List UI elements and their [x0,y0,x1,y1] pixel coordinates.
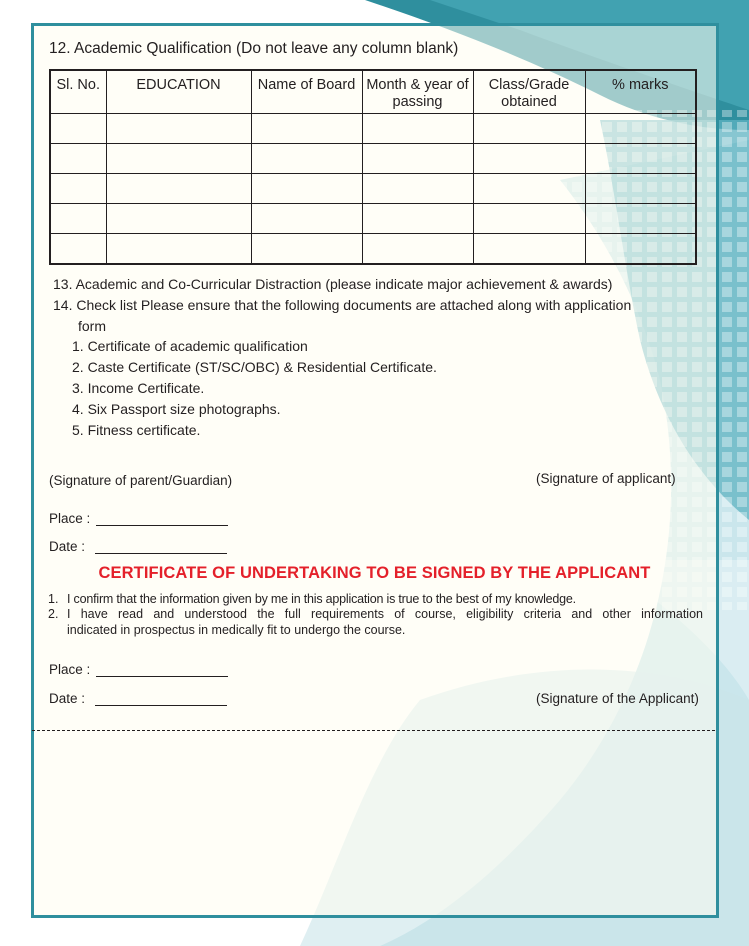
table-cell[interactable] [362,203,473,233]
date-label: Date : [49,539,86,554]
undertaking-point-2-continuation: indicated in prospectus in medically fit to undergo the course. [67,623,406,637]
place-field-2[interactable] [49,662,228,677]
column-header: Class/Grade obtained [473,70,585,113]
table-cell[interactable] [50,143,106,173]
table-cell[interactable] [50,203,106,233]
table-cell[interactable] [50,113,106,143]
table-cell[interactable] [50,173,106,203]
table-cell[interactable] [251,173,362,203]
place-label: Place : [49,511,91,526]
item-13: 13. Academic and Co-Curricular Distraction (please indicate major achievement & awards) [53,276,613,292]
checklist-item: 3. Income Certificate. [72,380,205,396]
table-cell[interactable] [585,173,696,203]
column-header: EDUCATION [106,70,251,113]
table-row [50,113,696,143]
table-cell[interactable] [251,203,362,233]
date-input-line[interactable] [95,541,227,554]
table-row [50,173,696,203]
date-label: Date : [49,691,86,706]
table-cell[interactable] [106,203,251,233]
place-field-1[interactable] [49,511,228,526]
item-14: 14. Check list Please ensure that the following documents are attached along with application [53,297,632,313]
academic-qualification-table [49,69,697,265]
checklist-item: 1. Certificate of academic qualification [72,338,308,354]
table-cell[interactable] [473,203,585,233]
date-input-line[interactable] [95,693,227,706]
table-cell[interactable] [585,233,696,264]
table-cell[interactable] [362,173,473,203]
checklist-item: 5. Fitness certificate. [72,422,201,438]
table-cell[interactable] [106,113,251,143]
undertaking-number: 1. [48,592,59,606]
date-field-1[interactable] [49,539,227,554]
undertaking-point-2: I have read and understood the full requirements of course, eligibility criteria and other information [67,607,703,621]
undertaking-number: 2. [48,607,59,621]
applicant-signature-label-2: (Signature of the Applicant) [536,691,699,706]
table-cell[interactable] [106,233,251,264]
table-cell[interactable] [473,233,585,264]
table-cell[interactable] [585,203,696,233]
table-cell[interactable] [251,233,362,264]
place-input-line[interactable] [96,513,228,526]
table-cell[interactable] [106,173,251,203]
undertaking-point-1: I confirm that the information given by me in this application is true to the best of my knowledge. [67,592,576,606]
checklist-item: 4. Six Passport size photographs. [72,401,281,417]
column-header: Month & year of passing [362,70,473,113]
checklist-item: 2. Caste Certificate (ST/SC/OBC) & Residential Certificate. [72,359,437,375]
certificate-title: CERTIFICATE OF UNDERTAKING TO BE SIGNED BY THE APPLICANT [98,564,651,582]
table-row [50,203,696,233]
column-header: Name of Board [251,70,362,113]
table-cell[interactable] [473,173,585,203]
table-cell[interactable] [473,113,585,143]
column-header: Sl. No. [50,70,106,113]
date-field-2[interactable] [49,691,227,706]
table-row [50,233,696,264]
place-label: Place : [49,662,91,677]
table-cell[interactable] [473,143,585,173]
column-header: % marks [585,70,696,113]
table-cell[interactable] [362,143,473,173]
table-cell[interactable] [106,143,251,173]
table-cell[interactable] [251,143,362,173]
section-12-title: 12. Academic Qualification (Do not leave any column blank) [49,40,459,57]
table-cell[interactable] [585,143,696,173]
table-cell[interactable] [362,233,473,264]
applicant-signature-label: (Signature of applicant) [536,471,676,486]
table-cell[interactable] [585,113,696,143]
table-cell[interactable] [362,113,473,143]
table-cell[interactable] [50,233,106,264]
parent-signature-label: (Signature of parent/Guardian) [49,473,233,488]
place-input-line[interactable] [96,664,228,677]
dashed-cut-line [32,730,715,731]
table-cell[interactable] [251,113,362,143]
item-14-continuation: form [78,318,106,334]
table-row [50,143,696,173]
